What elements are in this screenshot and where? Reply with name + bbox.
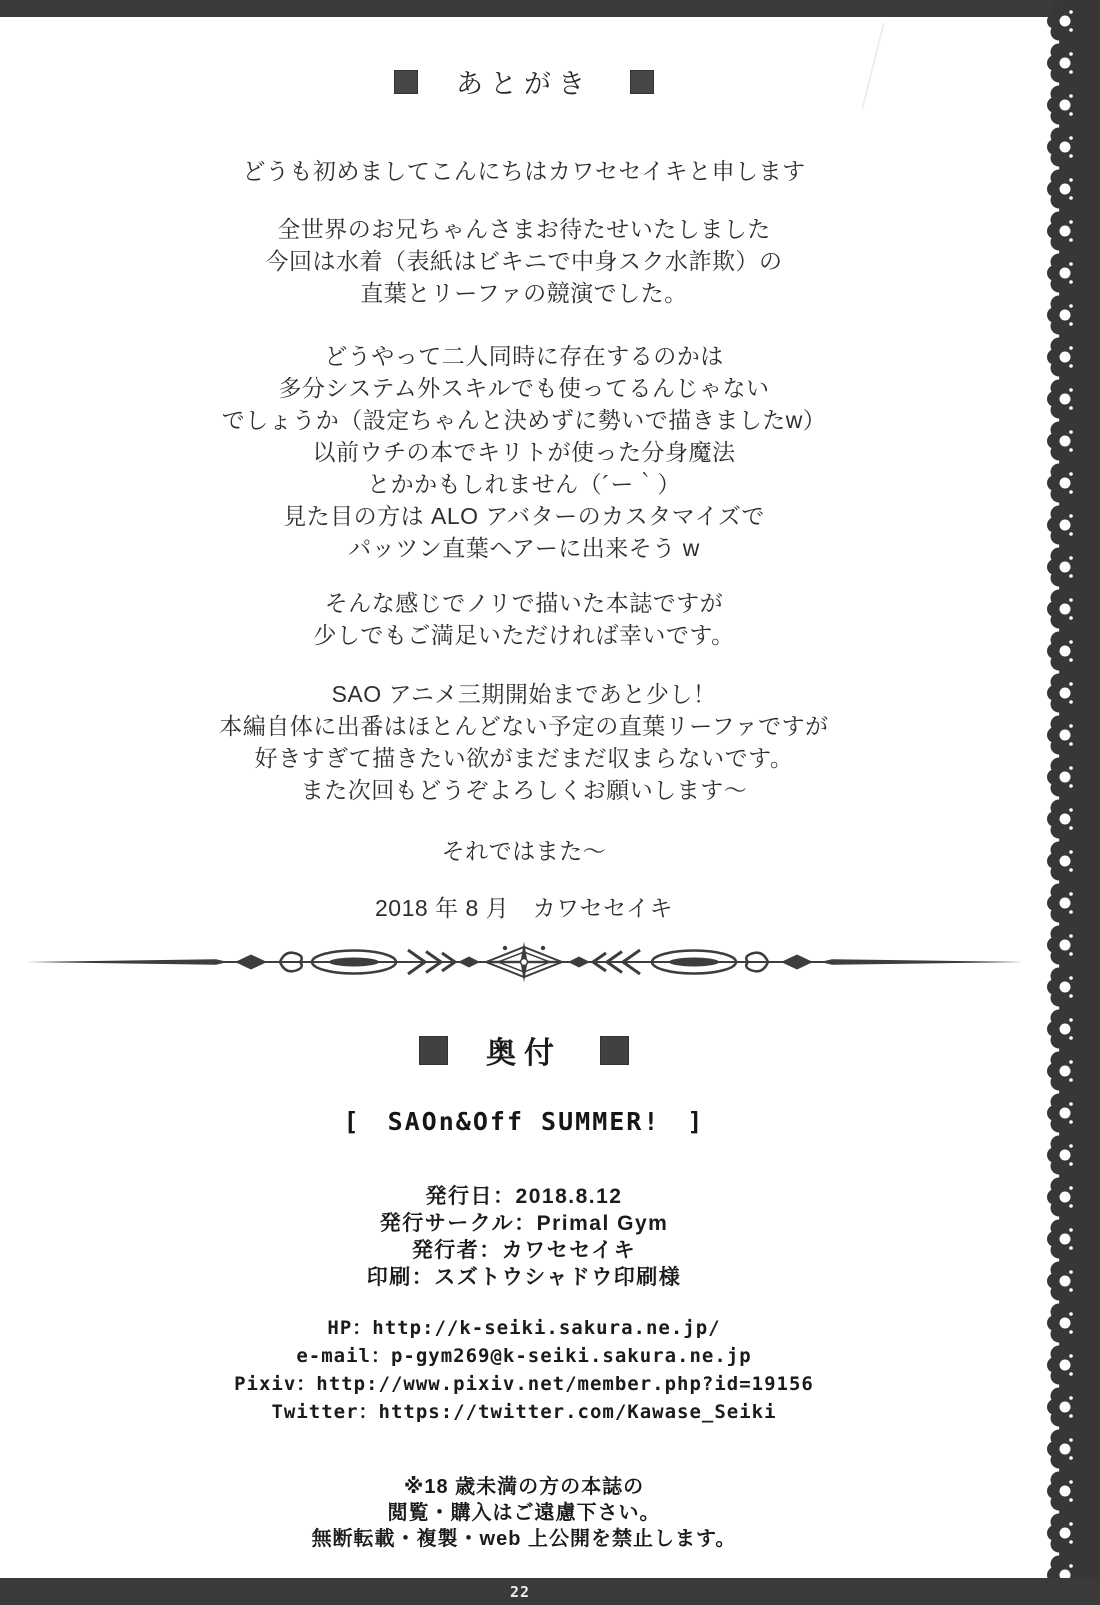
bottom-frame-bar [0, 1578, 1100, 1605]
afterword-paragraph [0, 213, 1048, 309]
contact-line: Twitter：https://twitter.com/Kawase_Seiki [271, 1401, 777, 1423]
afterword-paragraph [0, 340, 1048, 564]
publication-detail-line: 印刷：スズトウシャドウ印刷様 [366, 1266, 682, 1289]
afterword-closing [0, 835, 1048, 867]
notice-line: 無断転載・複製・web 上公開を禁止します。 [311, 1528, 737, 1550]
afterword-line: 今回は水着（表紙はビキニで中身スク水詐欺）の [265, 248, 783, 274]
afterword-line: 本編自体に出番はほとんどない予定の直葉リーファですが [219, 713, 829, 739]
afterword-heading [0, 62, 1048, 101]
afterword-line: どうも初めましてこんにちはカワセセイキと申します [242, 158, 806, 184]
afterword-signature [0, 892, 1048, 924]
afterword-line: 直葉とリーファの競演でした。 [360, 280, 688, 306]
ornamental-divider-icon [24, 940, 1024, 984]
publication-detail-line: 発行日：2018.8.12 [425, 1185, 623, 1208]
book-title-label: [ SAOn&Off SUMMER! ] [343, 1107, 705, 1136]
afterword-line: とかかもしれません（´ー｀） [367, 471, 681, 497]
page-number: 22 [509, 1582, 531, 1601]
contact-line: HP：http://k-seiki.sakura.ne.jp/ [327, 1317, 721, 1339]
colophon-heading-label: 奥付 [486, 1037, 562, 1070]
publication-details [0, 1183, 1048, 1291]
afterword-line: そんな感じでノリで描いた本誌ですが [324, 590, 724, 616]
afterword-line: パッツン直葉ヘアーに出来そう w [348, 535, 700, 561]
afterword-paragraph [0, 678, 1048, 806]
notice-line: ※18 歳未満の方の本誌の [403, 1476, 645, 1498]
publication-detail-line: 発行者：カワセセイキ [411, 1239, 637, 1262]
afterword-heading-label: あとがき [456, 69, 592, 99]
afterword-paragraph [0, 587, 1048, 651]
square-icon [630, 70, 654, 94]
square-icon [600, 1036, 629, 1065]
afterword-line: 多分システム外スキルでも使ってるんじゃない [278, 375, 770, 401]
top-frame-bar [0, 0, 1100, 17]
afterword-line: 少しでもご満足いただければ幸いです。 [313, 622, 735, 648]
afterword-line: どうやって二人同時に存在するのかは [324, 343, 724, 369]
afterword-line: 全世界のお兄ちゃんさまお待たせいたしました [277, 216, 771, 242]
afterword-line: また次回もどうぞよろしくお願いします～ [300, 777, 748, 803]
contact-line: Pixiv：http://www.pixiv.net/member.php?id=19156 [234, 1373, 814, 1395]
lace-border-icon [1040, 0, 1100, 1605]
afterword-paragraph [0, 155, 1048, 187]
afterword-line: SAO アニメ三期開始まであと少し！ [331, 681, 717, 707]
square-icon [419, 1036, 448, 1065]
afterword-line: 好きすぎて描きたい欲がまだまだ収まらないです。 [254, 745, 794, 771]
afterword-line: 2018 年 8 月 カワセセイキ [375, 895, 673, 921]
contact-line: e-mail：p-gym269@k-seiki.sakura.ne.jp [296, 1345, 752, 1367]
book-title [0, 1102, 1048, 1138]
age-notice [0, 1474, 1048, 1552]
afterword-line: でしょうか（設定ちゃんと決めずに勢いで描きましたw） [221, 407, 827, 433]
afterword-line: それではまた～ [441, 838, 607, 864]
afterword-line: 以前ウチの本でキリトが使った分身魔法 [312, 439, 736, 465]
contact-links [0, 1314, 1048, 1426]
notice-line: 閲覧・購入はご遠慮下さい。 [387, 1502, 661, 1524]
afterword-line: 見た目の方は ALO アバターのカスタマイズで [283, 503, 765, 529]
square-icon [394, 70, 418, 94]
publication-detail-line: 発行サークル：Primal Gym [379, 1212, 669, 1235]
colophon-heading [0, 1028, 1048, 1072]
